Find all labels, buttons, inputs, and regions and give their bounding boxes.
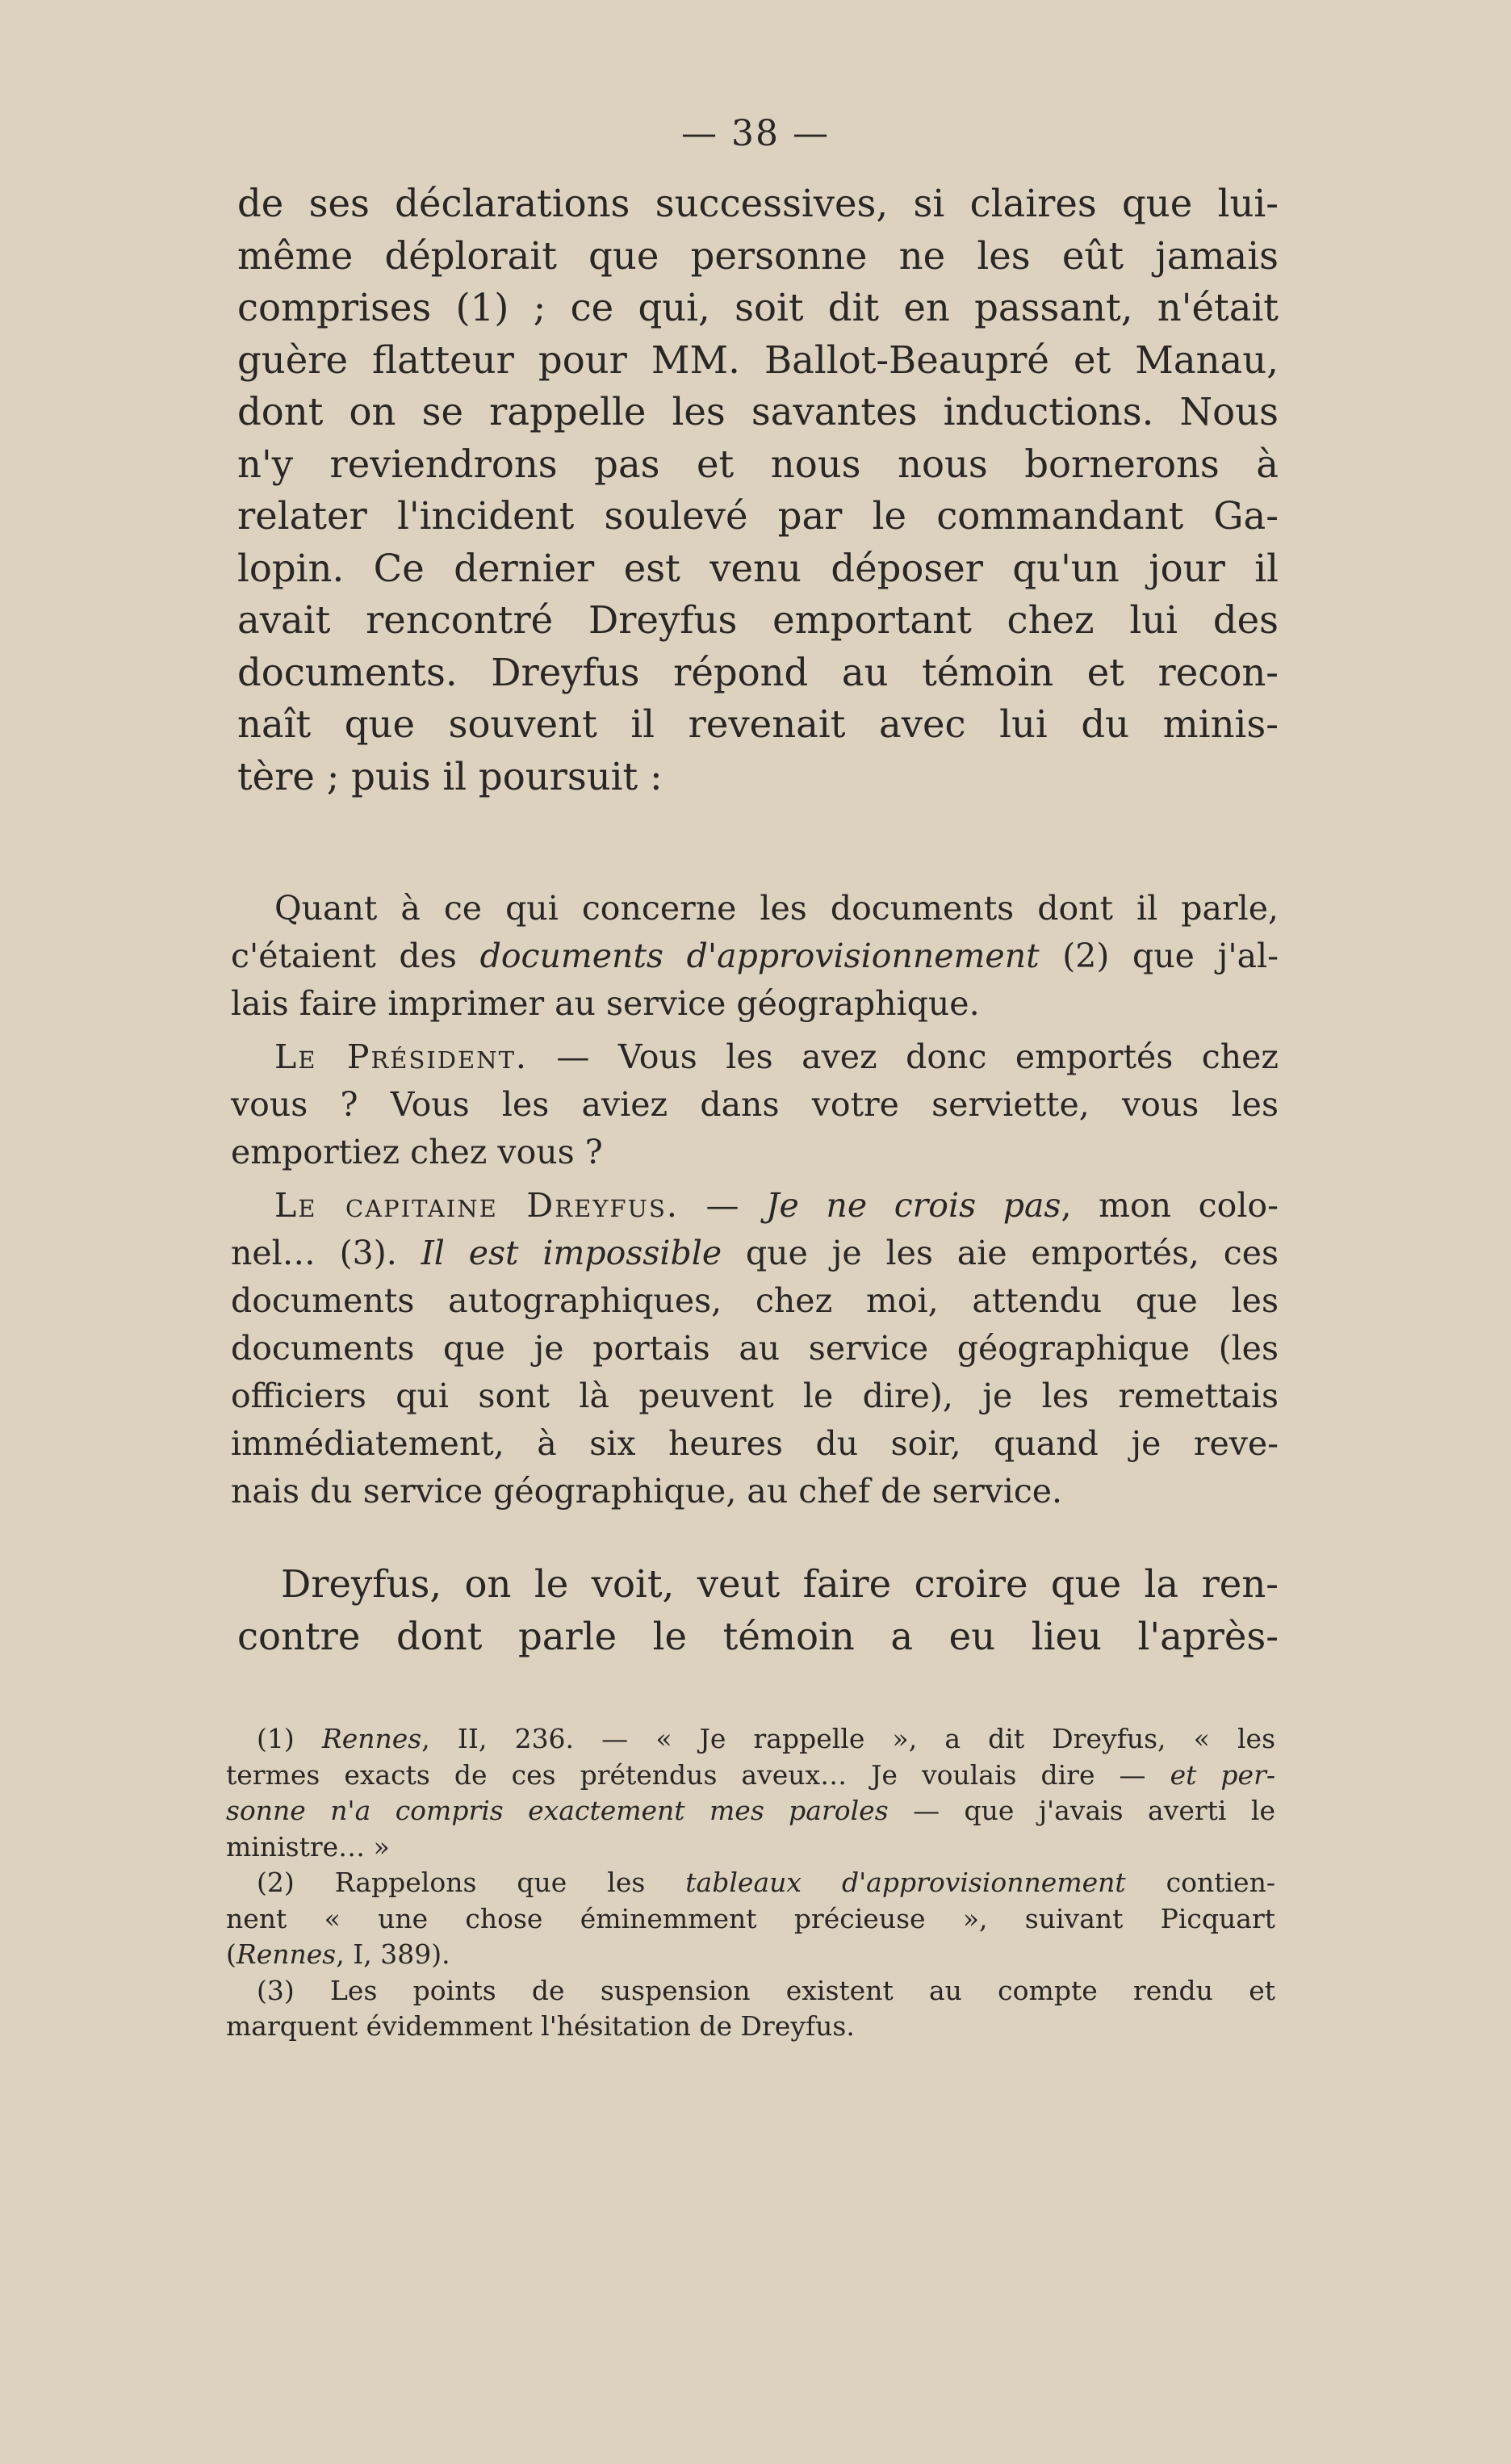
text-run: nel… (3). [231, 1234, 421, 1272]
text-line [231, 1182, 1279, 1230]
text-run: termes exacts de ces prétendus aveux… Je voulais dire — [226, 1758, 1170, 1791]
text-line: naît que souvent il revenait avec lui du minis- [237, 702, 1279, 746]
speaker-name: Le capitaine Dreyfus. [274, 1186, 679, 1225]
text-line: même déplorait que personne ne les eût jamais [237, 233, 1279, 278]
text-line: documents. Dreyfus répond au témoin et recon- [237, 650, 1279, 694]
text-line: relater l'incident soulevé par le commandant Ga- [237, 494, 1279, 538]
text-line: nent « une chose éminemment précieuse », suivant Picquart [226, 1902, 1275, 1934]
text-line: immédiatement, à six heures du soir, quand je reve- [231, 1424, 1279, 1463]
text-line: n'y reviendrons pas et nous nous bornerons à [237, 442, 1279, 486]
footnote-2 [226, 1865, 1275, 1973]
text-line: comprises (1) ; ce qui, soit dit en passant, n'était [237, 286, 1279, 329]
text-run: — [678, 1186, 767, 1225]
text-run: Quant à ce qui concerne les documents dont il parle, [274, 889, 1279, 928]
text-run: , II, 236. — « Je rappelle », a dit Dreyfus, « les [421, 1723, 1275, 1754]
text-line: officiers qui sont là peuvent le dire), je les remettais [231, 1377, 1279, 1415]
text-line: tère ; puis il poursuit : [237, 754, 663, 798]
text-run: — que j'avais averti le [888, 1795, 1275, 1826]
text-line: nais du service géographique, au chef de service. [231, 1472, 1063, 1511]
text-line: lais faire imprimer au service géographique. [231, 984, 980, 1023]
text-line [226, 1865, 1275, 1901]
text-line: avait rencontré Dreyfus emportant chez lui des [237, 598, 1279, 642]
quote-paragraph-1 [231, 885, 1279, 1028]
text-run: Dreyfus, on le voit, veut faire croire que la ren- [281, 1562, 1279, 1606]
quote-paragraph-3 [231, 1182, 1279, 1515]
text-run: ( [226, 1938, 236, 1970]
text-line: contre dont parle le témoin a eu lieu l'après- [237, 1614, 1279, 1658]
text-run: — Vous les avez donc emportés chez [527, 1037, 1279, 1076]
text-line [226, 1721, 1275, 1758]
quote-paragraph-2 [231, 1033, 1279, 1176]
text-line [231, 885, 1279, 932]
closing-paragraph [237, 1558, 1279, 1662]
italic-run: Rennes [321, 1723, 422, 1754]
text-line [226, 1758, 1275, 1794]
intro-paragraph [237, 178, 1279, 802]
text-line [226, 1793, 1275, 1829]
speaker-name: Le Président. [274, 1037, 528, 1076]
text-line [237, 1558, 1279, 1611]
page-number: — 38 — [681, 113, 830, 154]
text-run: que je les aie emportés, ces [722, 1234, 1279, 1272]
italic-run: Rennes [236, 1938, 337, 1970]
italic-run: Il est impossible [421, 1234, 722, 1272]
text-line [226, 1937, 1275, 1973]
text-run: (2) que j'al- [1039, 937, 1279, 975]
text-line: documents autographiques, chez moi, attendu que les [231, 1281, 1279, 1320]
text-line: lopin. Ce dernier est venu déposer qu'un jour il [237, 546, 1279, 590]
italic-run: sonne n'a compris exactement mes paroles [226, 1795, 889, 1826]
italic-run: tableaux d'approvisionnement [685, 1867, 1126, 1898]
text-run: (2) Rappelons que les [257, 1867, 686, 1898]
text-line [226, 1973, 1275, 2009]
footnote-mark: (1) [257, 1723, 322, 1754]
text-line: documents que je portais au service géographique (les [231, 1329, 1279, 1368]
text-run: , mon colo- [1061, 1186, 1279, 1225]
text-run: c'étaient des [231, 937, 480, 975]
text-line: guère flatteur pour MM. Ballot-Beaupré et Manau, [237, 337, 1279, 382]
text-line: ministre… » [226, 1830, 390, 1863]
footnote-3 [226, 1973, 1275, 2045]
text-line [231, 1230, 1279, 1277]
text-line [231, 932, 1279, 980]
footnote-1 [226, 1721, 1275, 1865]
italic-run: Je ne crois pas [766, 1186, 1061, 1225]
italic-run: et per- [1170, 1758, 1275, 1791]
text-line [231, 1033, 1279, 1081]
footnotes [226, 1721, 1275, 2045]
text-run: contien- [1125, 1867, 1275, 1898]
text-line: dont on se rappelle les savantes inductions. Nous [237, 390, 1279, 434]
text-line: vous ? Vous les aviez dans votre serviette, vous les [231, 1085, 1279, 1124]
text-line: emportiez chez vous ? [231, 1133, 603, 1171]
text-line: de ses déclarations successives, si claires que lui- [237, 182, 1279, 225]
text-run: (3) Les points de suspension existent au compte rendu et [257, 1974, 1275, 2006]
italic-run: documents d'approvisionnement [479, 937, 1040, 975]
text-line: marquent évidemment l'hésitation de Dreyfus. [226, 2010, 855, 2042]
text-run: , I, 389). [336, 1938, 450, 1970]
